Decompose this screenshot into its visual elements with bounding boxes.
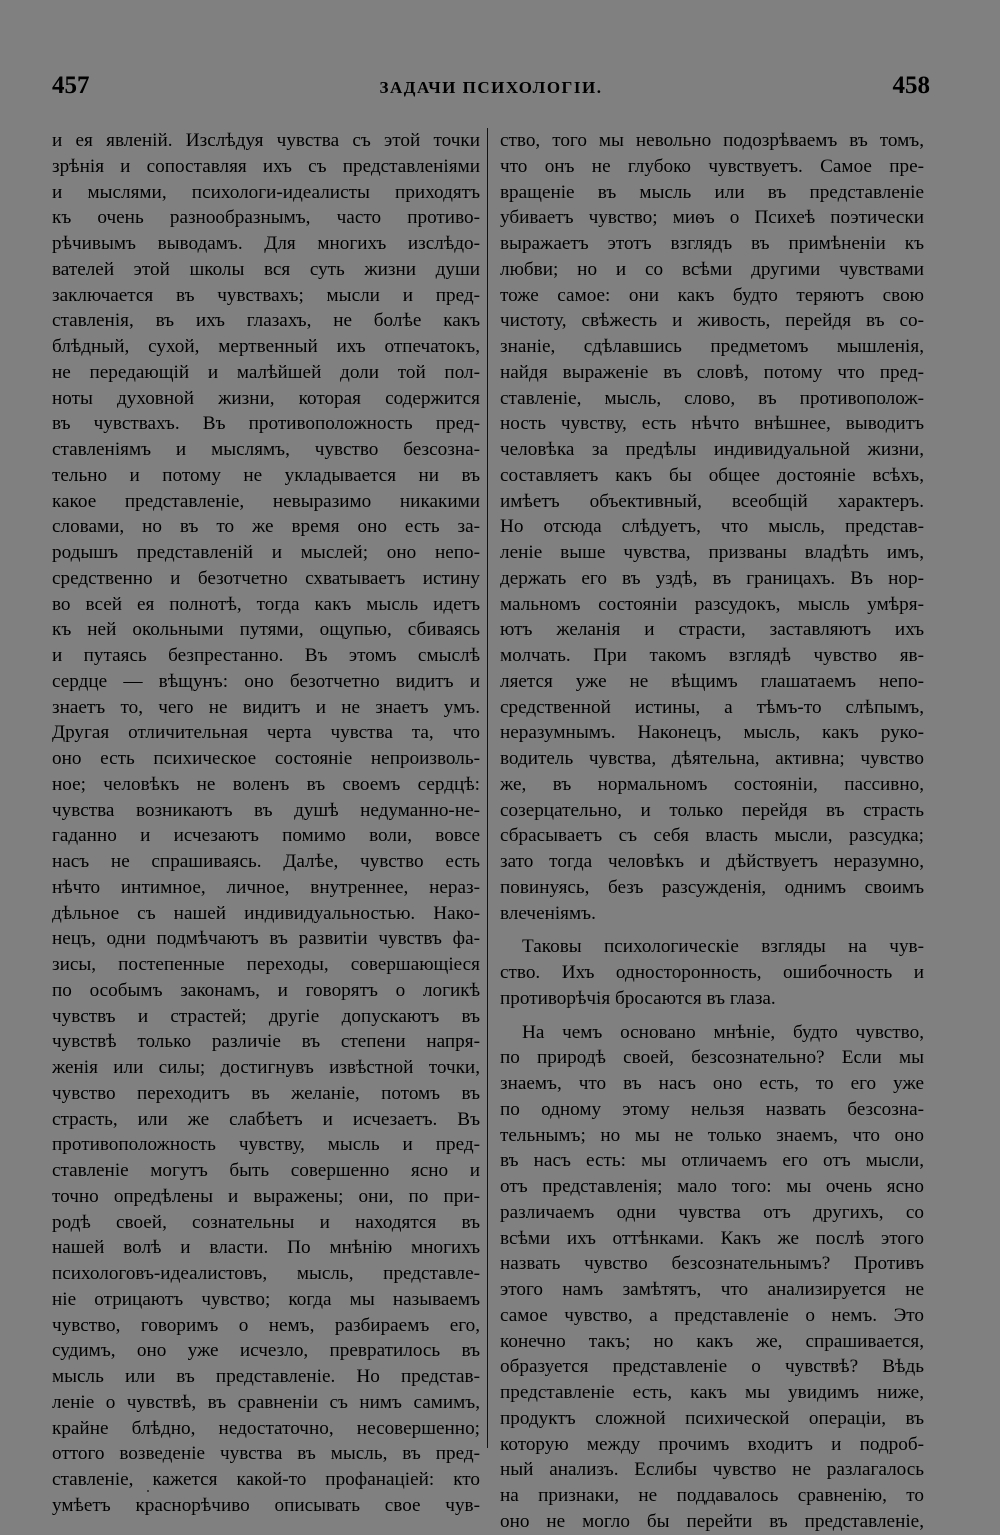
- text-line: ный анализъ. Еслибы чувство не разлагалось: [500, 1459, 924, 1481]
- text-line: самое чувство, а представленіе о немъ. Это: [500, 1304, 924, 1326]
- text-line: представленіе есть, какъ мы увидимъ ниже,: [500, 1382, 924, 1403]
- column-divider: [487, 128, 488, 1448]
- text-line: влеченіямъ.: [500, 902, 596, 924]
- text-line: оно не могло бы перейти въ представленіе,: [500, 1510, 924, 1532]
- text-line: какое представленіе, невыразимо никакими: [52, 490, 480, 512]
- paragraph: [500, 128, 924, 926]
- text-line: нашей волѣ и власти. По мнѣнію многихъ: [52, 1237, 480, 1259]
- text-line: ютъ желанія и страсти, заставляютъ ихъ: [500, 619, 924, 641]
- text-line: знаемъ, что въ насъ оно есть, то его уже: [500, 1073, 924, 1094]
- text-line: ставленіе могутъ быть совершенно ясно и: [52, 1160, 480, 1181]
- text-line: чувство, говоримъ о немъ, разбираемъ его,: [52, 1314, 480, 1336]
- text-line: ставленіямъ и мыслямъ, чувство безсозна-: [52, 439, 480, 460]
- text-line: конечно такъ; но какъ же, спрашивается,: [500, 1330, 924, 1352]
- text-line: вателей этой школы вся суть жизни души: [52, 258, 480, 280]
- text-line: въ чувствахъ. Въ противоположность пред-: [52, 413, 480, 435]
- text-line: въ насъ есть: мы отличаемъ его отъ мысли,: [500, 1150, 924, 1172]
- text-line: мысль или въ представленіе. Но представ-: [52, 1366, 480, 1387]
- text-line: рѣчивымъ выводамъ. Для многихъ изслѣдо-: [52, 233, 480, 254]
- text-line: чувствѣ только различіе въ степени напря-: [52, 1031, 480, 1053]
- text-line: родышъ представленій и мыслей; оно непо-: [52, 542, 480, 563]
- text-line: же, въ нормальномъ состояніи, пассивно,: [500, 773, 924, 795]
- text-line: Таковы психологическіе взгляды на чув-: [522, 936, 924, 958]
- text-line: къ очень разнообразнымъ, часто противо-: [52, 207, 480, 229]
- page-number-right: 458: [892, 72, 930, 99]
- text-line: На чемъ основано мнѣніе, будто чувство,: [522, 1021, 924, 1043]
- text-line: зато тогда человѣкъ и дѣйствуетъ неразумно,: [500, 851, 924, 872]
- text-line: имѣетъ объективный, всеобщій характеръ.: [500, 490, 924, 512]
- text-line: зисы, постепенные переходы, совершающіеся: [52, 954, 480, 975]
- text-line: по природѣ своей, безсознательно? Если мы: [500, 1047, 924, 1069]
- text-line: противоположность чувству, мысль и пред-: [52, 1134, 480, 1156]
- text-line: ніе отрицаютъ чувство; когда мы называемъ: [52, 1288, 480, 1310]
- text-line: родѣ своей, сознательны и находятся въ: [52, 1211, 480, 1233]
- text-line: созерцательно, и только перейдя въ страсть: [500, 799, 924, 821]
- paragraph-gap: [500, 926, 924, 934]
- text-line: заключается въ чувствахъ; мысли и пред-: [52, 284, 480, 306]
- text-line: леніе о чувствѣ, въ сравненіи съ нимъ самимъ,: [52, 1391, 480, 1413]
- text-line: сердце — вѣщунъ: оно безотчетно видитъ и: [52, 670, 480, 692]
- text-line: и ея явленій. Изслѣдуя чувства съ этой точки: [52, 130, 480, 151]
- text-line: по особымъ законамъ, и говорятъ о логикѣ: [52, 979, 480, 1001]
- text-line: отъ представленія; мало того: мы очень ясно: [500, 1176, 924, 1197]
- text-line: неразумнымъ. Наконецъ, мысль, какъ руко-: [500, 722, 924, 744]
- text-line: знаетъ то, чего не видитъ и не знаетъ умъ.: [52, 696, 480, 718]
- text-line: знаніе, сдѣлавшись предметомъ мышленія,: [500, 336, 924, 357]
- text-line: образуется представленіе о чувствѣ? Вѣдь: [500, 1356, 924, 1378]
- text-line: ноты духовной жизни, которая содержится: [52, 387, 480, 409]
- text-line: зрѣнія и сопоставляя ихъ съ представленіями: [52, 155, 480, 177]
- text-line: сбрасываетъ съ себя власть мысли, разсудка;: [500, 825, 924, 847]
- text-line: ство, того мы невольно подозрѣваемъ въ томъ,: [500, 130, 924, 151]
- text-line: убиваетъ чувство; миѳъ о Психеѣ поэтически: [500, 207, 924, 229]
- text-line: чистоту, свѣжесть и живость, перейдя въ со-: [500, 310, 924, 332]
- text-line: нецъ, одни подмѣчаютъ въ развитіи чувствъ фа-: [52, 928, 480, 950]
- text-line: словами, но въ то же время оно есть за-: [52, 516, 480, 538]
- text-line: чувство переходитъ въ желаніе, потомъ въ: [52, 1082, 480, 1104]
- text-line: продуктъ сложной психической операціи, въ: [500, 1407, 924, 1429]
- text-line: дѣльное съ нашей индивидуальностью. Нако-: [52, 902, 480, 924]
- text-line: ное; человѣкъ не воленъ въ своемъ сердцѣ:: [52, 773, 480, 795]
- text-line: мальномъ состояніи разсудокъ, мысль умѣря-: [500, 593, 924, 615]
- text-line: повинуясь, безъ разсужденія, однимъ своимъ: [500, 876, 924, 898]
- paragraph: [500, 1020, 924, 1535]
- text-line: леніе выше чувства, призваны владѣть имъ,: [500, 542, 924, 563]
- right-column: [500, 128, 924, 1535]
- paragraph-gap: [500, 1012, 924, 1020]
- text-line: блѣдный, сухой, мертвенный ихъ отпечатокъ,: [52, 336, 480, 357]
- text-line: оно есть психическое состояніе непроизволь-: [52, 748, 480, 769]
- text-line: держать его въ уздѣ, въ границахъ. Въ нор-: [500, 567, 924, 589]
- text-line: не передающій и малѣйшей доли той пол-: [52, 361, 480, 383]
- text-line: всѣми ихъ оттѣнками. Какъ же послѣ этого: [500, 1227, 924, 1249]
- text-line: Другая отличительная черта чувства та, что: [52, 722, 480, 744]
- text-line: точно опредѣлены и выражены; они, по при-: [52, 1185, 480, 1207]
- page-number-left: 457: [52, 72, 90, 99]
- text-line: тоже самое: они какъ будто теряютъ свою: [500, 284, 924, 306]
- text-line: оттого возведеніе чувства въ мысль, въ пред-: [52, 1443, 480, 1465]
- text-line: что онъ не глубоко чувствуетъ. Самое пре-: [500, 155, 924, 177]
- text-line: водитель чувства, дѣятельна, активна; чувство: [500, 748, 924, 769]
- text-line: страсть, или же слабѣетъ и исчезаетъ. Въ: [52, 1108, 480, 1130]
- left-column: [52, 128, 480, 1519]
- text-line: чувствъ и страстей; другіе допускаютъ въ: [52, 1005, 480, 1027]
- text-line: ставленіе, мысль, слово, въ противополож-: [500, 387, 924, 409]
- text-line: судимъ, оно уже исчезло, превратилось въ: [52, 1340, 480, 1362]
- text-line: противорѣчія бросаются въ глаза.: [500, 987, 776, 1009]
- text-line: которую между прочимъ входитъ и подроб-: [500, 1433, 924, 1455]
- text-line: человѣка за предѣлы индивидуальной жизни,: [500, 439, 924, 460]
- text-line: тельно и потому не укладывается ни въ: [52, 464, 480, 486]
- text-line: и мыслями, психологи-идеалисты приходятъ: [52, 181, 480, 203]
- text-line: ставленія, въ ихъ глазахъ, не болѣе какъ: [52, 310, 480, 332]
- text-line: средственно и безотчетно схватываетъ истину: [52, 567, 480, 589]
- page-header: [52, 72, 930, 108]
- text-line: Но отсюда слѣдуетъ, что мысль, представ-: [500, 516, 924, 538]
- text-line: къ ней окольными путями, ощупью, сбиваясь: [52, 619, 480, 641]
- text-line: этого намъ замѣтятъ, что анализируется не: [500, 1279, 924, 1300]
- text-line: гаданно и исчезаютъ помимо воли, вовсе: [52, 825, 480, 847]
- text-line: средственной истины, а тѣмъ-то слѣпымъ,: [500, 696, 924, 718]
- text-line: чувства возникаютъ въ душѣ недуманно-не-: [52, 799, 480, 821]
- text-line: насъ не спрашиваясь. Далѣе, чувство есть: [52, 851, 480, 872]
- text-line: назвать чувство безсознательнымъ? Противъ: [500, 1253, 924, 1275]
- text-line: ставленіе, кажется какой-то профанаціей: кто: [52, 1469, 480, 1490]
- text-line: ство. Ихъ односторонность, ошибочность и: [500, 962, 924, 983]
- text-line: по одному этому нельзя назвать безсозна-: [500, 1098, 924, 1120]
- text-line: нѣчто интимное, личное, внутреннее, нераз-: [52, 876, 480, 898]
- text-line: составляетъ какъ бы общее достояніе всѣхъ,: [500, 464, 924, 486]
- text-line: женія или силы; достигнувъ извѣстной точки,: [52, 1057, 480, 1078]
- text-line: крайне блѣдно, недостаточно, несовершенно;: [52, 1417, 480, 1439]
- text-line: молчать. При такомъ взглядѣ чувство яв-: [500, 645, 924, 666]
- text-line: психологовъ-идеалистовъ, мысль, представле-: [52, 1263, 480, 1284]
- text-line: ляется уже не вѣщимъ глашатаемъ непо-: [500, 670, 924, 692]
- text-line: тельнымъ; но мы не только знаемъ, что оно: [500, 1124, 924, 1146]
- running-title: ЗАДАЧИ ПСИХОЛОГІИ.: [379, 78, 603, 97]
- text-line: и путаясь безпрестанно. Въ этомъ смыслѣ: [52, 645, 480, 666]
- text-line: найдя выраженіе въ словѣ, потому что пред-: [500, 361, 924, 383]
- text-line: любви; но и со всѣми другими чувствами: [500, 258, 924, 280]
- text-line: ность чувству, есть нѣчто внѣшнее, выводитъ: [500, 413, 924, 435]
- paragraph: [500, 934, 924, 1011]
- text-line: различаемъ одни чувства отъ другихъ, со: [500, 1201, 924, 1223]
- print-speck: [147, 1490, 149, 1492]
- text-line: вращеніе въ мысль или въ представленіе: [500, 181, 924, 203]
- text-line: во всей ея полнотѣ, тогда какъ мысль идетъ: [52, 593, 480, 615]
- text-line: выражаетъ этотъ взглядъ въ примѣненіи къ: [500, 233, 924, 254]
- text-line: на признаки, не поддавалось сравненію, то: [500, 1485, 924, 1506]
- text-line: умѣетъ краснорѣчиво описывать свое чув-: [52, 1494, 480, 1516]
